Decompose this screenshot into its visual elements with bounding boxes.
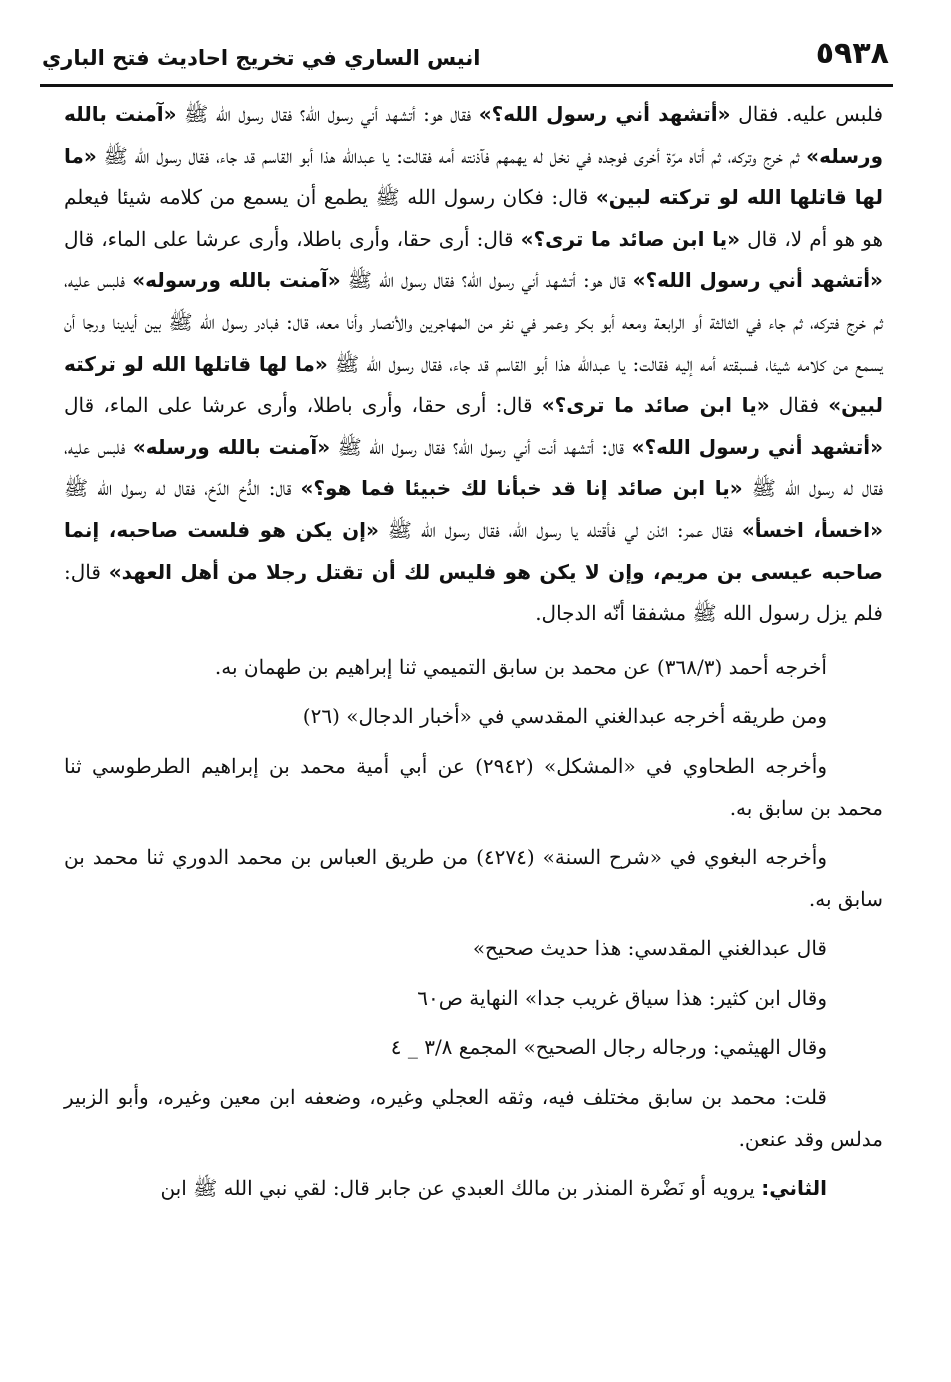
prophetic-quote: «أتشهد أني رسول الله؟» xyxy=(632,268,883,293)
takhrij-tahawi: وأخرجه الطحاوي في «المشكل» (٢٩٤٢) عن أبي أمية محمد بن إبراهيم الطرطوسي ثنا محمد بن سابق به. xyxy=(64,753,883,820)
page-body xyxy=(64,94,883,1218)
narration-text: فلبس عليه، ثم خرج فتركه، ثم جاء في الثالثة أو الرابعة ومعه أبو بكر وعمر في نفر من المهاجرين والأنصار وأنا معه، قال: فبادر رسول الله ﷺ بين أيدينا ورجا أن يسمع من كلامه شيئا، فسبقته أمه إليه فقالت: يا عبدالله هذا أبو القاسم قد جاء، فقال رسول الله ﷺ xyxy=(64,268,883,376)
narration-text: فقال هو: أتشهد أني رسول الله؟ فقال رسول الله ﷺ xyxy=(176,102,479,126)
narration-text: فقال xyxy=(769,393,829,418)
narration-text: قال: فلم يزل رسول الله ﷺ مشفقا أنّه الدجال. xyxy=(64,559,883,626)
second-narration xyxy=(64,1168,883,1210)
hadith-text xyxy=(64,94,883,635)
prophetic-quote: «يا ابن صائد إنا قد خبأنا لك خبيئا فما هو؟» xyxy=(300,476,743,501)
narration-text: فقال عمر: ائذن لي فأقتله يا رسول الله، فقال رسول الله ﷺ xyxy=(378,517,742,542)
header-rule xyxy=(40,84,893,87)
second-label: الثاني: xyxy=(761,1176,827,1201)
prophetic-quote: «يا ابن صائد ما ترى؟» xyxy=(520,226,741,251)
takhrij-baghawi: وأخرجه البغوي في «شرح السنة» (٤٢٧٤) من طريق العباس بن محمد الدوري ثنا محمد بن سابق به. xyxy=(64,845,883,911)
narration-text: قال هو: أتشهد أني رسول الله؟ فقال رسول الله ﷺ xyxy=(340,268,633,293)
page-header xyxy=(42,34,889,86)
prophetic-quote: «اخسأ، اخسأ» xyxy=(741,517,883,542)
prophetic-quote: «إن يكن هو فلست صاحبه، إنما صاحبه عيسى بن مريم، وإن لا يكن هو فليس لك أن تقتل رجلا من أهل العهد» xyxy=(64,517,884,584)
book-title: انيس الساري في تخريج احاديث فتح الباري xyxy=(42,46,481,70)
page-number: ٥٩٣٨ xyxy=(815,36,889,71)
narration-text: قال: فكان رسول الله ﷺ يطمع أن يسمع من كلامه شيئا فيعلم هو هو أم لا، قال xyxy=(64,185,884,251)
narration-text: قال: الدُّخ الدّخ، فقال له رسول الله ﷺ xyxy=(64,476,301,501)
takhrij-abdulghani: ومن طريقه أخرجه عبدالغني المقدسي في «أخبار الدجال» (٢٦) xyxy=(302,704,827,729)
quote-ibn-kathir: وقال ابن كثير: هذا سياق غريب جدا» النهاية ص٦٠ xyxy=(417,985,827,1010)
narration-text: قال: أتشهد أنت أني رسول الله؟ فقال رسول الله ﷺ xyxy=(330,434,632,459)
author-note: قلت: محمد بن سابق مختلف فيه، وثقه العجلي وغيره، وضعفه ابن معين وغيره، وأبو الزبير مدلس وقد عنعن. xyxy=(64,1085,883,1151)
narration-text: قال: أرى حقا، وأرى باطلا، وأرى عرشا على الماء، قال xyxy=(64,393,542,418)
prophetic-quote: «ما لها قاتلها الله لو تركته لبين» xyxy=(64,143,883,210)
prophetic-quote: «أتشهد أني رسول الله؟» xyxy=(478,102,731,126)
quote-haythami: وقال الهيثمي: ورجاله رجال الصحيح» المجمع ٣/٨ _ ٤ xyxy=(390,1035,827,1060)
narration-text: فلبس عليه، فقال له رسول الله ﷺ xyxy=(64,434,883,501)
narration-text: فلبس عليه. فقال xyxy=(730,102,884,126)
narration-text: ثم خرج وتركه، ثم أتاه مرّة أخرى فوجده في نخل له يهمهم فآذنته أمه فقالت: يا عبدالله هذا أبو القاسم قد جاء، فقال رسول الله ﷺ xyxy=(96,143,807,168)
prophetic-quote: «ما لها قاتلها الله لو تركته لبين» xyxy=(64,351,883,418)
narration-text: قال: أرى حقا، وأرى باطلا، وأرى عرشا على الماء، قال xyxy=(64,226,521,251)
takhrij-ahmad: أخرجه أحمد (٣٦٨/٣) عن محمد بن سابق التميمي ثنا إبراهيم بن طهمان به. xyxy=(214,654,827,679)
prophetic-quote: «آمنت بالله ورسوله» xyxy=(132,268,341,293)
prophetic-quote: «أتشهد أني رسول الله؟» xyxy=(631,434,883,459)
prophetic-quote: «آمنت بالله ورسله» xyxy=(132,434,331,459)
quote-abdulghani: قال عبدالغني المقدسي: هذا حديث صحيح» xyxy=(472,936,827,961)
prophetic-quote: «آمنت بالله ورسله» xyxy=(64,102,883,168)
prophetic-quote: «يا ابن صائد ما ترى؟» xyxy=(541,393,770,418)
second-text: يرويه أو نَضْرة المنذر بن مالك العبدي عن جابر قال: لقي نبي الله ﷺ ابن xyxy=(160,1176,762,1201)
